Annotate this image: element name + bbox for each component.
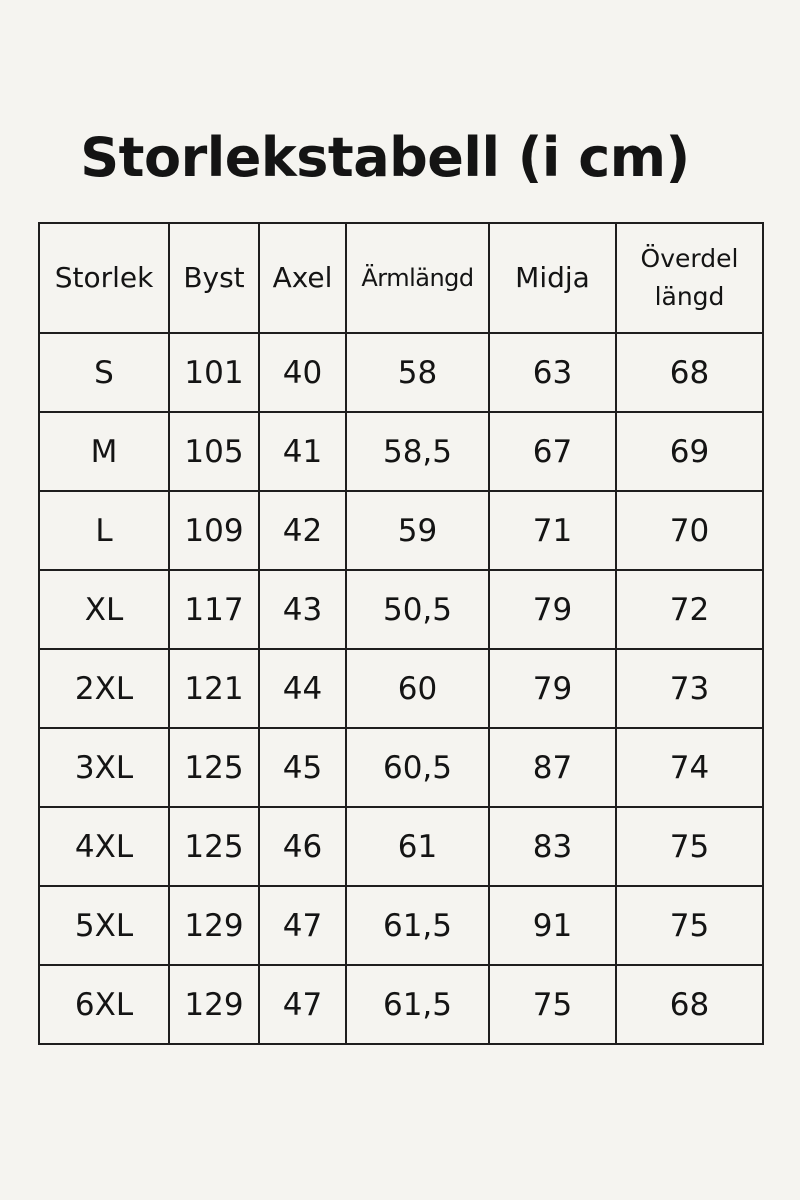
cell-top-length: 74 xyxy=(616,728,763,807)
cell-shoulder: 45 xyxy=(259,728,346,807)
cell-size: 2XL xyxy=(39,649,169,728)
cell-sleeve-length: 59 xyxy=(346,491,489,570)
table-row xyxy=(39,412,763,491)
cell-top-length: 68 xyxy=(616,333,763,412)
cell-bust: 125 xyxy=(169,728,259,807)
cell-waist: 83 xyxy=(489,807,616,886)
size-table xyxy=(38,222,764,1045)
cell-bust: 117 xyxy=(169,570,259,649)
cell-bust: 109 xyxy=(169,491,259,570)
table-row xyxy=(39,965,763,1044)
header-shoulder: Axel xyxy=(259,223,346,333)
cell-sleeve-length: 58,5 xyxy=(346,412,489,491)
cell-shoulder: 42 xyxy=(259,491,346,570)
cell-size: XL xyxy=(39,570,169,649)
cell-bust: 101 xyxy=(169,333,259,412)
cell-bust: 129 xyxy=(169,965,259,1044)
cell-bust: 125 xyxy=(169,807,259,886)
cell-size: S xyxy=(39,333,169,412)
cell-bust: 129 xyxy=(169,886,259,965)
cell-sleeve-length: 61,5 xyxy=(346,965,489,1044)
cell-sleeve-length: 61,5 xyxy=(346,886,489,965)
cell-size: M xyxy=(39,412,169,491)
cell-size: 6XL xyxy=(39,965,169,1044)
table-row xyxy=(39,333,763,412)
cell-top-length: 75 xyxy=(616,886,763,965)
cell-shoulder: 40 xyxy=(259,333,346,412)
cell-waist: 79 xyxy=(489,649,616,728)
cell-top-length: 70 xyxy=(616,491,763,570)
cell-top-length: 75 xyxy=(616,807,763,886)
cell-size: 4XL xyxy=(39,807,169,886)
cell-waist: 87 xyxy=(489,728,616,807)
cell-size: 5XL xyxy=(39,886,169,965)
cell-waist: 75 xyxy=(489,965,616,1044)
header-waist: Midja xyxy=(489,223,616,333)
cell-waist: 79 xyxy=(489,570,616,649)
cell-top-length: 72 xyxy=(616,570,763,649)
cell-size: L xyxy=(39,491,169,570)
table-header-row xyxy=(39,223,763,333)
table-row xyxy=(39,807,763,886)
cell-shoulder: 41 xyxy=(259,412,346,491)
table-body xyxy=(39,333,763,1044)
cell-top-length: 73 xyxy=(616,649,763,728)
cell-sleeve-length: 50,5 xyxy=(346,570,489,649)
cell-sleeve-length: 60 xyxy=(346,649,489,728)
cell-top-length: 69 xyxy=(616,412,763,491)
cell-waist: 91 xyxy=(489,886,616,965)
cell-shoulder: 46 xyxy=(259,807,346,886)
cell-shoulder: 47 xyxy=(259,886,346,965)
header-top-length xyxy=(616,223,763,333)
table-row xyxy=(39,649,763,728)
header-top-length-line2: längd xyxy=(654,282,725,311)
cell-shoulder: 47 xyxy=(259,965,346,1044)
cell-waist: 71 xyxy=(489,491,616,570)
cell-size: 3XL xyxy=(39,728,169,807)
header-bust: Byst xyxy=(169,223,259,333)
header-size: Storlek xyxy=(39,223,169,333)
header-sleeve-length: Ärmlängd xyxy=(346,223,489,333)
header-top-length-line1: Överdel xyxy=(640,244,739,273)
cell-sleeve-length: 61 xyxy=(346,807,489,886)
cell-shoulder: 44 xyxy=(259,649,346,728)
cell-top-length: 68 xyxy=(616,965,763,1044)
table-row xyxy=(39,570,763,649)
table-row xyxy=(39,886,763,965)
cell-waist: 63 xyxy=(489,333,616,412)
page-title: Storlekstabell (i cm) xyxy=(80,126,690,189)
cell-sleeve-length: 58 xyxy=(346,333,489,412)
cell-bust: 121 xyxy=(169,649,259,728)
cell-bust: 105 xyxy=(169,412,259,491)
table-row xyxy=(39,491,763,570)
cell-waist: 67 xyxy=(489,412,616,491)
table-row xyxy=(39,728,763,807)
cell-shoulder: 43 xyxy=(259,570,346,649)
cell-sleeve-length: 60,5 xyxy=(346,728,489,807)
